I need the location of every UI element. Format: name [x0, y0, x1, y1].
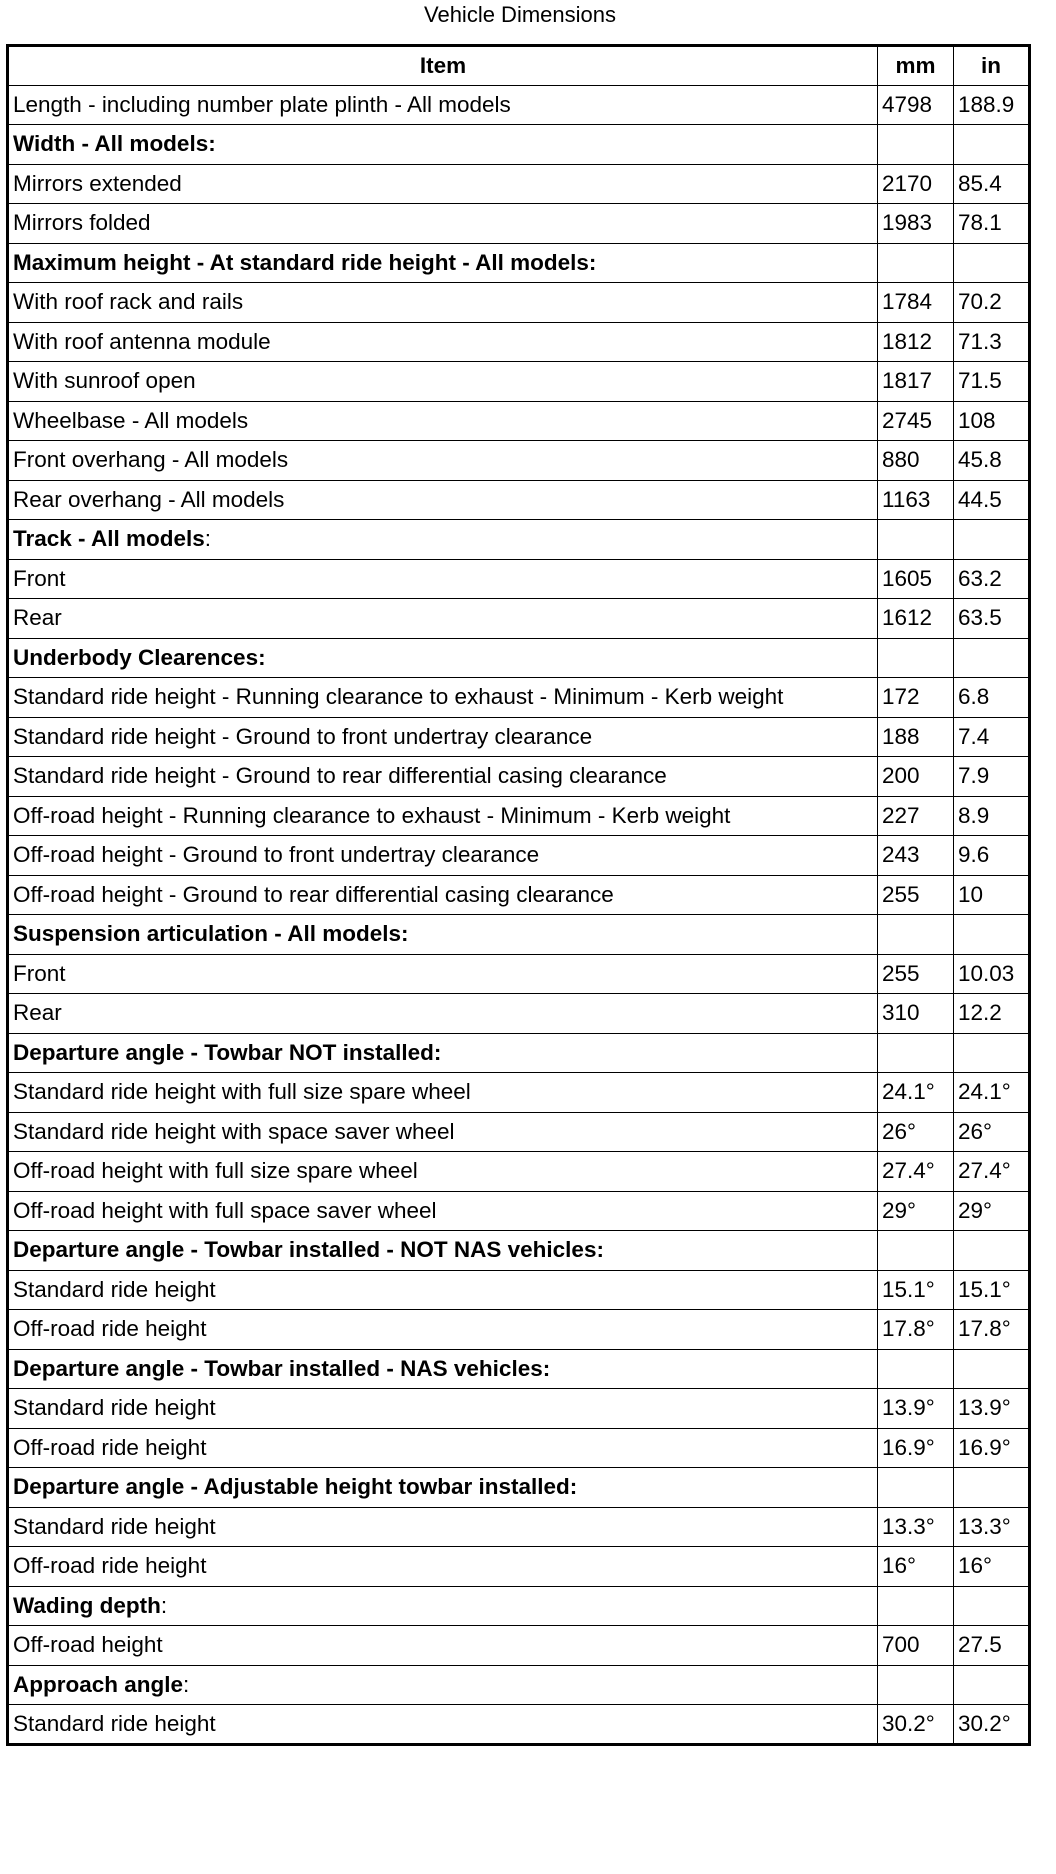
item-cell: Standard ride height	[8, 1389, 878, 1429]
table-row	[8, 796, 1030, 836]
mm-cell: 255	[878, 954, 954, 994]
section-heading-text: Approach angle	[13, 1671, 184, 1697]
item-cell: Off-road ride height	[8, 1547, 878, 1587]
in-cell: 13.9°	[954, 1389, 1030, 1429]
mm-cell: 26°	[878, 1112, 954, 1152]
table-row	[8, 717, 1030, 757]
in-cell	[954, 1586, 1030, 1626]
table-row	[8, 875, 1030, 915]
table-row	[8, 599, 1030, 639]
item-cell: Standard ride height	[8, 1705, 878, 1745]
item-cell: Mirrors folded	[8, 204, 878, 244]
item-cell: Standard ride height - Running clearance to exhaust - Minimum - Kerb weight	[8, 678, 878, 718]
table-body	[8, 85, 1030, 1744]
in-cell: 17.8°	[954, 1310, 1030, 1350]
in-cell	[954, 1033, 1030, 1073]
in-cell: 16.9°	[954, 1428, 1030, 1468]
section-heading-colon: :	[160, 1592, 168, 1618]
table-row	[8, 1389, 1030, 1429]
table-row	[8, 204, 1030, 244]
table-row	[8, 401, 1030, 441]
section-row	[8, 1033, 1030, 1073]
mm-cell	[878, 125, 954, 165]
item-cell: Front	[8, 954, 878, 994]
mm-cell: 200	[878, 757, 954, 797]
in-cell	[954, 1665, 1030, 1705]
mm-cell: 188	[878, 717, 954, 757]
mm-cell: 29°	[878, 1191, 954, 1231]
header-row	[8, 46, 1030, 86]
section-heading-text: Wading depth	[13, 1592, 161, 1618]
in-cell	[954, 1468, 1030, 1508]
mm-cell: 4798	[878, 85, 954, 125]
section-heading	[8, 1586, 878, 1626]
item-cell: Standard ride height - Ground to rear differential casing clearance	[8, 757, 878, 797]
item-cell: Off-road height with full size spare wheel	[8, 1152, 878, 1192]
mm-cell: 880	[878, 441, 954, 481]
section-heading: Maximum height - At standard ride height - All models:	[8, 243, 878, 283]
table-row	[8, 441, 1030, 481]
in-cell	[954, 638, 1030, 678]
section-row	[8, 1468, 1030, 1508]
in-cell	[954, 243, 1030, 283]
table-row	[8, 1112, 1030, 1152]
table-row	[8, 954, 1030, 994]
table-row	[8, 1152, 1030, 1192]
item-cell: With roof antenna module	[8, 322, 878, 362]
in-cell: 63.2	[954, 559, 1030, 599]
item-cell: Standard ride height - Ground to front undertray clearance	[8, 717, 878, 757]
in-cell	[954, 915, 1030, 955]
item-cell: Front	[8, 559, 878, 599]
mm-cell: 13.3°	[878, 1507, 954, 1547]
in-cell: 7.4	[954, 717, 1030, 757]
vehicle-dimensions-table	[6, 44, 1031, 1746]
in-cell: 7.9	[954, 757, 1030, 797]
section-heading	[8, 1665, 878, 1705]
mm-cell	[878, 1033, 954, 1073]
item-cell: Off-road height	[8, 1626, 878, 1666]
mm-cell	[878, 1586, 954, 1626]
in-cell: 27.4°	[954, 1152, 1030, 1192]
in-cell	[954, 1349, 1030, 1389]
mm-cell: 16°	[878, 1547, 954, 1587]
table-row	[8, 480, 1030, 520]
in-cell: 29°	[954, 1191, 1030, 1231]
section-row	[8, 125, 1030, 165]
mm-cell: 17.8°	[878, 1310, 954, 1350]
mm-cell: 1612	[878, 599, 954, 639]
mm-cell: 1983	[878, 204, 954, 244]
section-row	[8, 638, 1030, 678]
in-cell: 26°	[954, 1112, 1030, 1152]
mm-cell: 2745	[878, 401, 954, 441]
section-row	[8, 915, 1030, 955]
item-cell: Off-road height with full space saver wheel	[8, 1191, 878, 1231]
in-cell: 85.4	[954, 164, 1030, 204]
table-row	[8, 164, 1030, 204]
section-heading: Departure angle - Towbar installed - NOT NAS vehicles:	[8, 1231, 878, 1271]
mm-cell	[878, 1468, 954, 1508]
mm-cell	[878, 520, 954, 560]
mm-cell: 24.1°	[878, 1073, 954, 1113]
section-heading	[8, 520, 878, 560]
in-cell: 16°	[954, 1547, 1030, 1587]
mm-cell: 16.9°	[878, 1428, 954, 1468]
section-heading: Departure angle - Towbar installed - NAS vehicles:	[8, 1349, 878, 1389]
table-row	[8, 1547, 1030, 1587]
in-cell	[954, 520, 1030, 560]
table-row	[8, 283, 1030, 323]
in-cell: 6.8	[954, 678, 1030, 718]
section-heading: Departure angle - Adjustable height towbar installed:	[8, 1468, 878, 1508]
mm-cell: 13.9°	[878, 1389, 954, 1429]
section-heading-text: Track - All models	[13, 526, 205, 552]
mm-cell: 2170	[878, 164, 954, 204]
table-row	[8, 1705, 1030, 1745]
section-row	[8, 1349, 1030, 1389]
in-cell: 71.5	[954, 362, 1030, 402]
table-row	[8, 1310, 1030, 1350]
item-cell: Mirrors extended	[8, 164, 878, 204]
section-heading: Underbody Clearences:	[8, 638, 878, 678]
table-row	[8, 1428, 1030, 1468]
table-row	[8, 85, 1030, 125]
in-cell: 63.5	[954, 599, 1030, 639]
section-heading: Suspension articulation - All models:	[8, 915, 878, 955]
mm-cell: 1784	[878, 283, 954, 323]
section-row	[8, 1586, 1030, 1626]
in-cell	[954, 125, 1030, 165]
item-cell: With sunroof open	[8, 362, 878, 402]
in-cell: 108	[954, 401, 1030, 441]
table-row	[8, 994, 1030, 1034]
section-heading-colon: :	[183, 1671, 190, 1697]
section-heading: Departure angle - Towbar NOT installed:	[8, 1033, 878, 1073]
mm-cell	[878, 1665, 954, 1705]
in-cell: 13.3°	[954, 1507, 1030, 1547]
mm-cell: 255	[878, 875, 954, 915]
mm-cell: 1817	[878, 362, 954, 402]
header-mm: mm	[878, 46, 954, 86]
mm-cell	[878, 243, 954, 283]
mm-cell: 310	[878, 994, 954, 1034]
mm-cell	[878, 915, 954, 955]
table-row	[8, 362, 1030, 402]
item-cell: Front overhang - All models	[8, 441, 878, 481]
in-cell: 10.03	[954, 954, 1030, 994]
item-cell: Off-road height - Running clearance to exhaust - Minimum - Kerb weight	[8, 796, 878, 836]
item-cell: Standard ride height	[8, 1270, 878, 1310]
header-item: Item	[8, 46, 878, 86]
item-cell: Standard ride height with space saver wheel	[8, 1112, 878, 1152]
in-cell: 30.2°	[954, 1705, 1030, 1745]
section-heading: Width - All models:	[8, 125, 878, 165]
item-cell: Rear overhang - All models	[8, 480, 878, 520]
table-row	[8, 1507, 1030, 1547]
item-cell: Off-road ride height	[8, 1310, 878, 1350]
mm-cell: 1812	[878, 322, 954, 362]
item-cell: Rear	[8, 994, 878, 1034]
item-cell: Standard ride height with full size spare wheel	[8, 1073, 878, 1113]
mm-cell: 30.2°	[878, 1705, 954, 1745]
table-row	[8, 559, 1030, 599]
in-cell: 15.1°	[954, 1270, 1030, 1310]
mm-cell: 243	[878, 836, 954, 876]
in-cell: 188.9	[954, 85, 1030, 125]
in-cell: 71.3	[954, 322, 1030, 362]
table-row	[8, 678, 1030, 718]
in-cell: 70.2	[954, 283, 1030, 323]
table-row	[8, 322, 1030, 362]
item-cell: Length - including number plate plinth - All models	[8, 85, 878, 125]
item-cell: Off-road height - Ground to rear differential casing clearance	[8, 875, 878, 915]
item-cell: Off-road ride height	[8, 1428, 878, 1468]
mm-cell	[878, 638, 954, 678]
table-row	[8, 1270, 1030, 1310]
item-cell: Rear	[8, 599, 878, 639]
in-cell: 45.8	[954, 441, 1030, 481]
mm-cell: 172	[878, 678, 954, 718]
table-row	[8, 1073, 1030, 1113]
in-cell: 78.1	[954, 204, 1030, 244]
mm-cell: 1163	[878, 480, 954, 520]
section-row	[8, 1665, 1030, 1705]
table-row	[8, 757, 1030, 797]
in-cell: 27.5	[954, 1626, 1030, 1666]
item-cell: With roof rack and rails	[8, 283, 878, 323]
section-row	[8, 1231, 1030, 1271]
in-cell: 10	[954, 875, 1030, 915]
in-cell: 12.2	[954, 994, 1030, 1034]
table-row	[8, 1191, 1030, 1231]
mm-cell: 27.4°	[878, 1152, 954, 1192]
item-cell: Standard ride height	[8, 1507, 878, 1547]
table-row	[8, 1626, 1030, 1666]
page-title: Vehicle Dimensions	[424, 2, 616, 27]
mm-cell	[878, 1349, 954, 1389]
mm-cell: 700	[878, 1626, 954, 1666]
mm-cell	[878, 1231, 954, 1271]
mm-cell: 15.1°	[878, 1270, 954, 1310]
in-cell	[954, 1231, 1030, 1271]
section-row	[8, 520, 1030, 560]
mm-cell: 1605	[878, 559, 954, 599]
item-cell: Off-road height - Ground to front undertray clearance	[8, 836, 878, 876]
section-heading-colon: :	[204, 526, 211, 552]
header-in: in	[954, 46, 1030, 86]
in-cell: 9.6	[954, 836, 1030, 876]
table-row	[8, 836, 1030, 876]
section-row	[8, 243, 1030, 283]
in-cell: 8.9	[954, 796, 1030, 836]
in-cell: 24.1°	[954, 1073, 1030, 1113]
mm-cell: 227	[878, 796, 954, 836]
item-cell: Wheelbase - All models	[8, 401, 878, 441]
in-cell: 44.5	[954, 480, 1030, 520]
